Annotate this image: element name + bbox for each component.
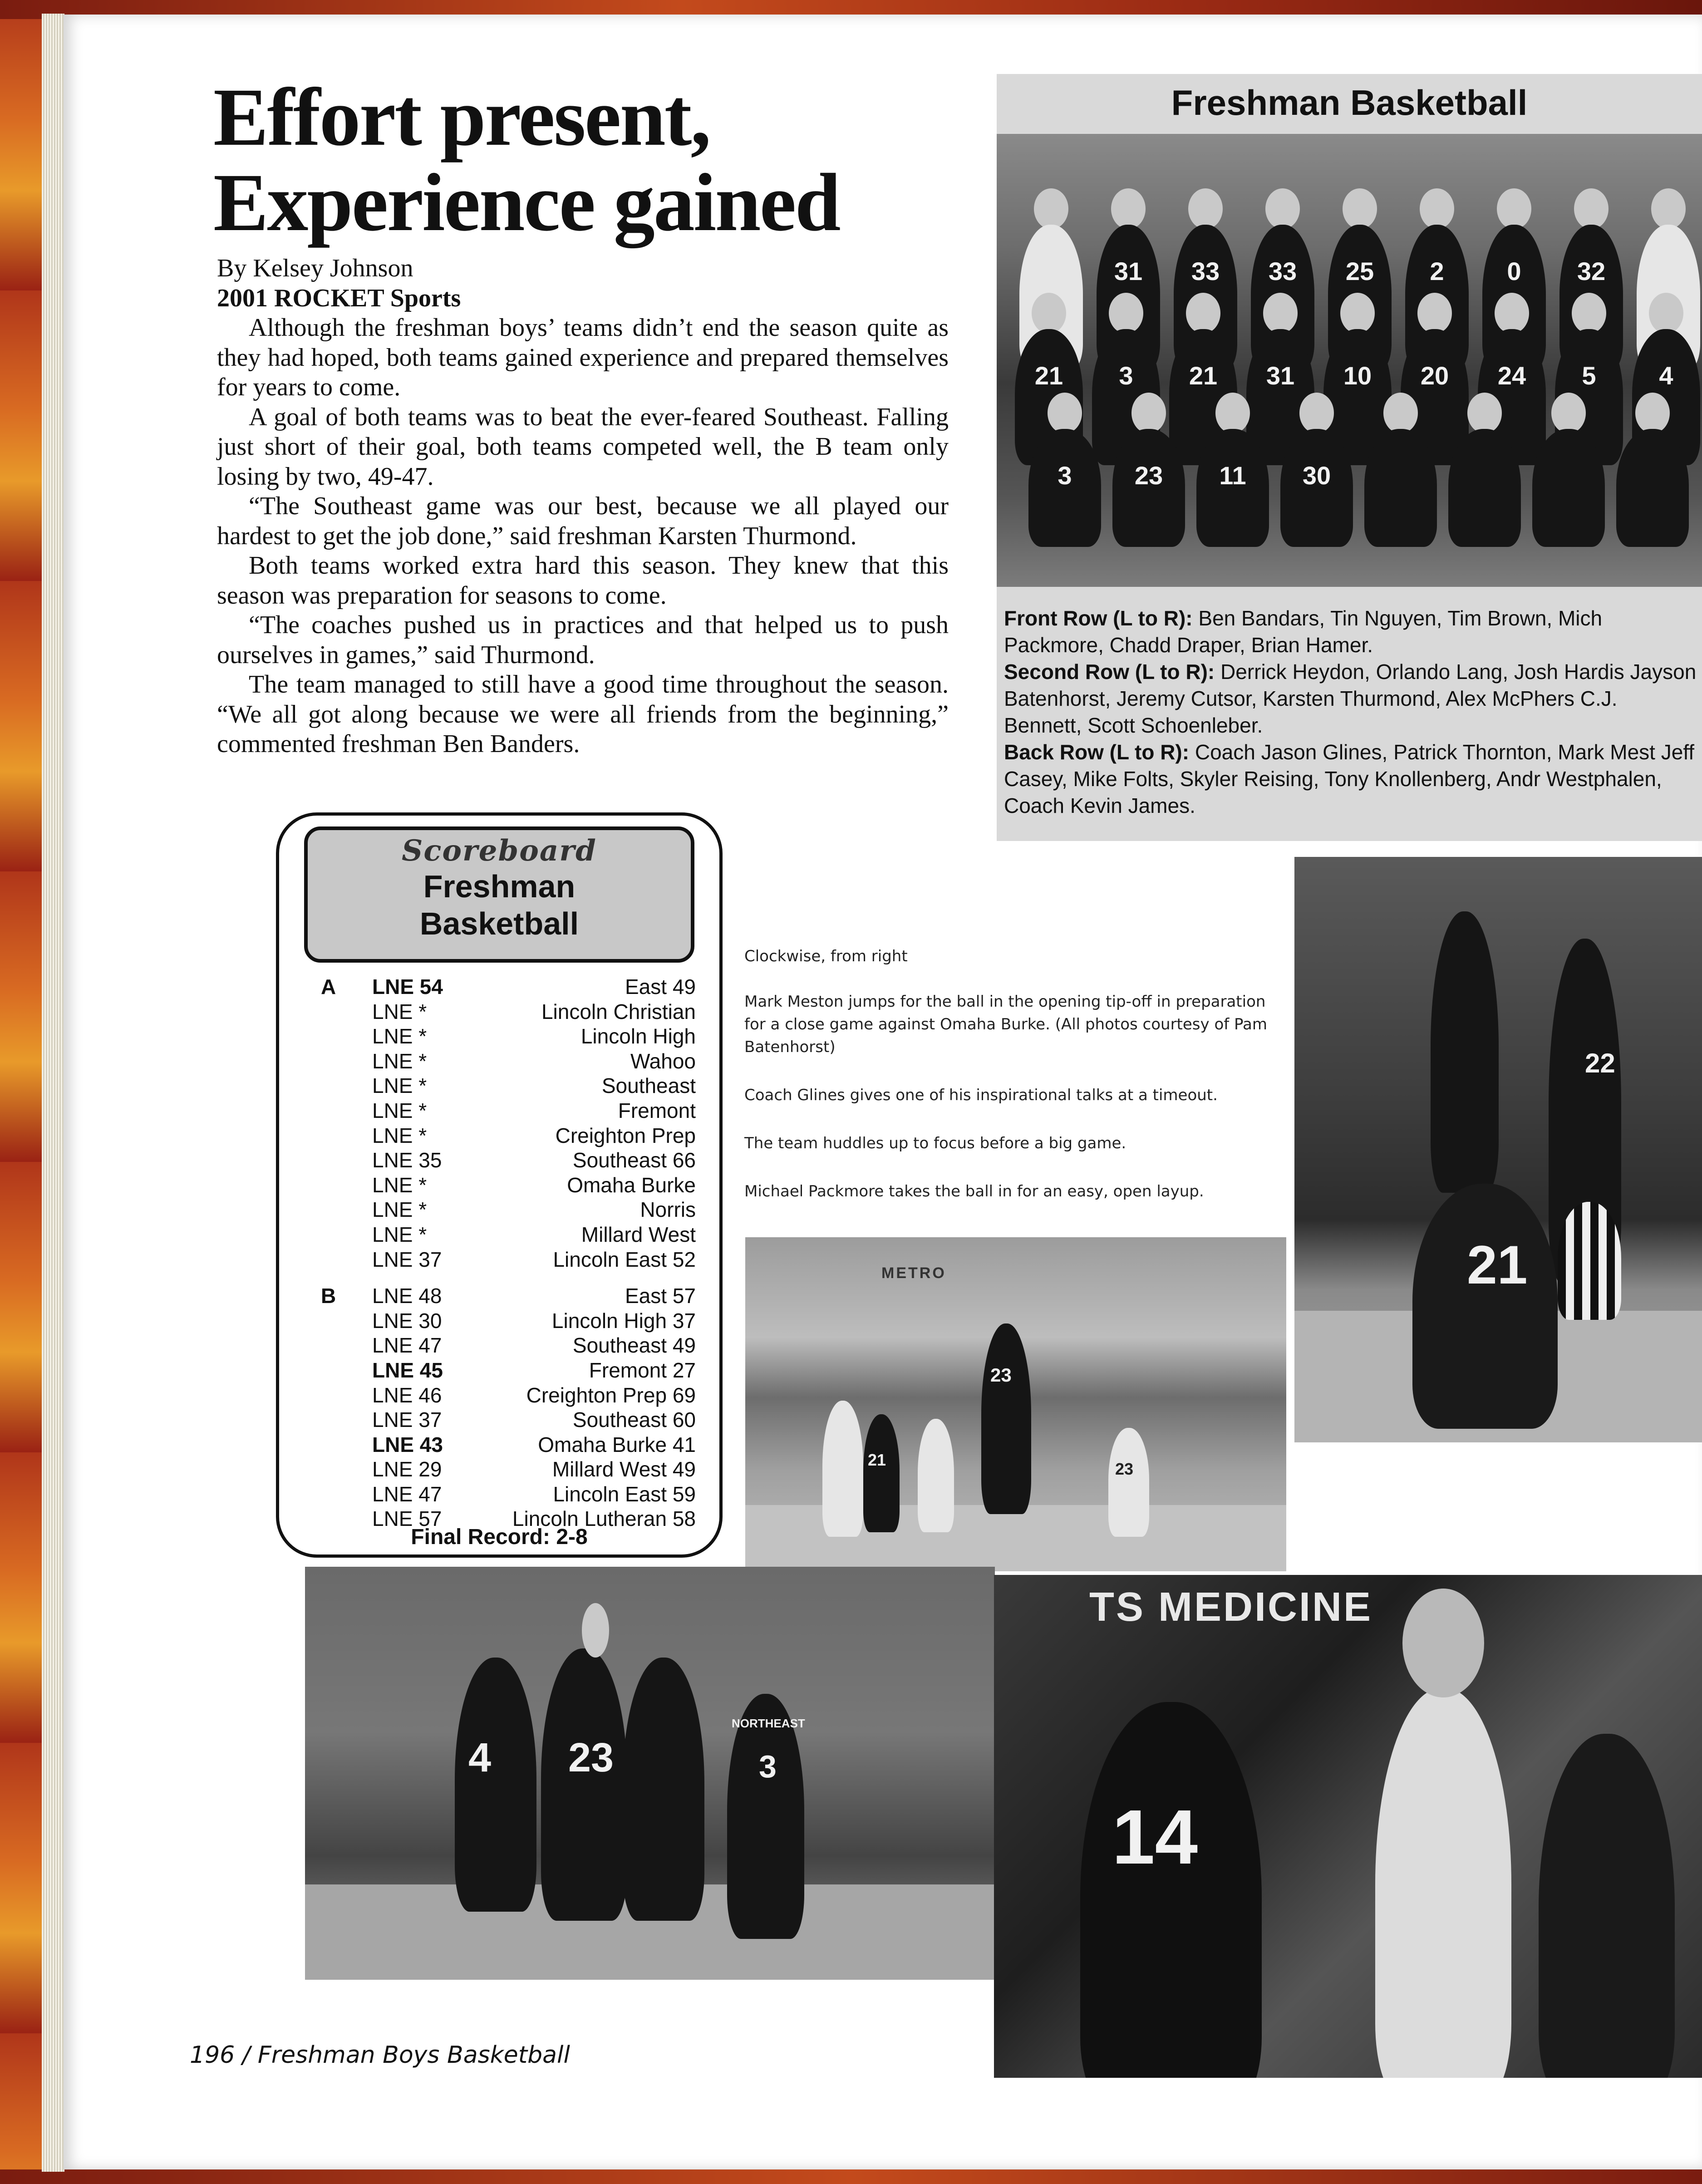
player-figure — [1412, 1184, 1558, 1429]
player-head — [1034, 188, 1068, 229]
player-head — [1048, 393, 1082, 433]
jersey-number: 20 — [1420, 361, 1449, 390]
gym-banner-text: METRO — [881, 1264, 946, 1282]
jersey-number: 3 — [1119, 361, 1133, 390]
lne-score: LNE 35 — [372, 1148, 442, 1172]
player-head — [1032, 293, 1066, 334]
player-figure — [541, 1648, 627, 1921]
lne-score: LNE 47 — [372, 1482, 442, 1506]
article-body — [217, 313, 949, 759]
lne-score: LNE 37 — [372, 1408, 442, 1432]
scoreboard-label: Scoreboard — [402, 834, 597, 868]
jersey-number: 23 — [990, 1364, 1012, 1386]
player-head — [1417, 293, 1452, 334]
team-photo-panel — [997, 74, 1702, 841]
jersey-number: 23 — [1115, 1460, 1134, 1478]
opponent-score: Norris — [640, 1198, 696, 1222]
player-head — [1343, 188, 1377, 229]
page-folio: 196 / Freshman Boys Basketball — [190, 2041, 570, 2069]
player-head — [1649, 293, 1683, 334]
lne-score: LNE * — [372, 1098, 427, 1122]
opponent-score: Lincoln High — [580, 1024, 696, 1048]
scoreboard-row — [279, 1358, 719, 1383]
opponent-score: Lincoln East 52 — [553, 1247, 696, 1271]
scoreboard-group-label: A — [321, 975, 336, 999]
scoreboard-row — [279, 1432, 719, 1457]
scoreboard-row — [279, 1098, 719, 1123]
lne-score: LNE * — [372, 1123, 427, 1147]
scoreboard-row — [279, 1247, 719, 1272]
scoreboard-row — [279, 1049, 719, 1074]
coach-figure — [1375, 1688, 1511, 2078]
scoreboard-results — [279, 974, 719, 1531]
player-figure — [918, 1419, 954, 1532]
front-row-names: Ben Bandars, Tin Nguyen, Tim Brown, Mich Packmore, Chadd Draper, Brian Hamer. — [1004, 606, 1603, 657]
player-head — [1186, 293, 1220, 334]
coach-head — [1402, 1589, 1484, 1697]
scoreboard-spacer — [279, 1272, 719, 1284]
lne-score: LNE * — [372, 1049, 427, 1073]
scoreboard-row — [279, 1383, 719, 1408]
caption-intro: Clockwise, from right — [744, 947, 908, 965]
scoreboard-row — [279, 1173, 719, 1198]
raised-hands — [582, 1603, 609, 1658]
scoreboard-row — [279, 1148, 719, 1173]
player-head — [1109, 293, 1143, 334]
scoreboard-row — [279, 1333, 719, 1358]
player-figure — [1616, 429, 1689, 547]
scoreboard-row — [279, 1407, 719, 1432]
byline-org: 2001 ROCKET Sports — [217, 284, 461, 312]
scoreboard-row — [279, 999, 719, 1024]
player-head — [1572, 293, 1606, 334]
caption-layup: Michael Packmore takes the ball in for an easy, open layup. — [744, 1182, 1204, 1200]
article-paragraph: A goal of both teams was to beat the ever-feared Southeast. Falling just short of their goal, both teams competed well, the B team only losing by two, 49-47. — [217, 403, 949, 491]
scoreboard-row — [279, 1123, 719, 1148]
player-figure — [623, 1658, 704, 1921]
lne-score: LNE * — [372, 999, 427, 1023]
player-figure — [822, 1401, 863, 1537]
lne-score: LNE 54 — [372, 975, 443, 999]
player-head — [1111, 188, 1146, 229]
final-record: Final Record: 2-8 — [411, 1525, 588, 1549]
player-head — [1495, 293, 1529, 334]
second-row-label: Second Row (L to R): — [1004, 660, 1215, 684]
player-figure — [455, 1658, 536, 1912]
headline — [213, 72, 1030, 248]
jersey-number: 3 — [1058, 461, 1072, 490]
referee-figure — [1558, 1202, 1621, 1320]
player-figure — [1364, 429, 1437, 547]
scoreboard-box — [276, 812, 723, 1558]
opponent-score: Lincoln East 59 — [553, 1482, 696, 1506]
jersey-number: 0 — [1507, 257, 1521, 285]
lne-score: LNE 30 — [372, 1308, 442, 1333]
lne-score: LNE 48 — [372, 1284, 442, 1308]
article-paragraph: Although the freshman boys’ teams didn’t end the season quite as they had hoped, both teams gained experience and prepared themselves for years to come. — [217, 314, 949, 401]
article-paragraph: Both teams worked extra hard this season. They knew that this season was preparation for seasons to come. — [217, 551, 949, 610]
article-paragraph: “The coaches pushed us in practices and that helped us to push ourselves in games,” said Thurmond. — [217, 611, 949, 669]
jersey-number: 10 — [1343, 361, 1372, 390]
player-figure — [727, 1694, 804, 1939]
player-figure — [863, 1414, 900, 1532]
opponent-score: Creighton Prep — [555, 1123, 696, 1147]
player-figure — [1431, 911, 1499, 1193]
jersey-number: 3 — [759, 1749, 777, 1784]
player-head — [1299, 393, 1334, 433]
lne-score: LNE 57 — [372, 1507, 442, 1531]
book-cover-bottom — [0, 2169, 1702, 2184]
scoreboard-header — [304, 826, 694, 963]
player-figure — [1448, 429, 1521, 547]
lne-score: LNE 45 — [372, 1358, 443, 1382]
back-row-label: Back Row (L to R): — [1004, 740, 1190, 764]
opponent-score: Lincoln Christian — [541, 999, 696, 1023]
opponent-score: Southeast — [601, 1074, 696, 1098]
jersey-number: 21 — [868, 1451, 886, 1469]
opponent-score: Fremont 27 — [589, 1358, 696, 1382]
lne-score: LNE * — [372, 1173, 427, 1197]
player-head — [1497, 188, 1531, 229]
player-head — [1188, 188, 1223, 229]
opponent-score: Wahoo — [630, 1049, 696, 1073]
scoreboard-group-label: B — [321, 1284, 336, 1308]
jersey-number: 30 — [1302, 461, 1331, 490]
jersey-number: 21 — [1189, 361, 1218, 390]
scoreboard-row — [279, 974, 719, 999]
lne-score: LNE 47 — [372, 1333, 442, 1358]
jersey-number: 31 — [1114, 257, 1143, 285]
opponent-score: Omaha Burke — [567, 1173, 696, 1197]
player-head — [1467, 393, 1502, 433]
article-paragraph: The team managed to still have a good time throughout the season. “We all got along because we were all friends from the beginning,” commented freshman Ben Banders. — [217, 670, 949, 758]
back-row-names: Coach Jason Glines, Patrick Thornton, Mark Mest Jeff Casey, Mike Folts, Skyler Reising, Tony Knollenberg, Andr Westphalen, Coach Kevin James. — [1004, 740, 1695, 817]
headline-line-2: Experience gained — [213, 157, 840, 248]
opponent-score: Millard West 49 — [552, 1457, 696, 1481]
opponent-score: East 57 — [625, 1284, 696, 1308]
jersey-text: NORTHEAST — [732, 1717, 805, 1730]
player-head — [1340, 293, 1375, 334]
lne-score: LNE 46 — [372, 1383, 442, 1407]
front-row-label: Front Row (L to R): — [1004, 606, 1193, 630]
scoreboard-title-line-1: Freshman — [423, 869, 576, 904]
opponent-score: East 49 — [625, 975, 696, 999]
article-paragraph: “The Southeast game was our best, because we all played our hardest to get the job done,” said freshman Karsten Thurmond. — [217, 492, 949, 550]
photo-layup — [745, 1237, 1286, 1571]
player-figure — [1108, 1428, 1149, 1537]
opponent-score: Southeast 49 — [572, 1333, 696, 1358]
caption-huddle: The team huddles up to focus before a big game. — [744, 1134, 1126, 1152]
team-photo — [997, 134, 1702, 587]
player-head — [1215, 393, 1250, 433]
player-head — [1131, 393, 1166, 433]
caption-jump: Mark Meston jumps for the ball in the opening tip-off in preparation for a close game against Omaha Burke. (All photos courtesy of Pam Batenhorst) — [744, 993, 1267, 1056]
jersey-number: 25 — [1345, 257, 1374, 285]
jersey-number: 11 — [1219, 461, 1246, 490]
jersey-number: 32 — [1577, 257, 1606, 285]
opponent-score: Omaha Burke 41 — [538, 1432, 696, 1456]
opponent-score: Southeast 66 — [572, 1148, 696, 1172]
photo-team-huddle — [305, 1567, 995, 1980]
opponent-score: Creighton Prep 69 — [526, 1383, 696, 1407]
lne-score: LNE * — [372, 1198, 427, 1222]
jersey-number: 22 — [1585, 1048, 1615, 1078]
byline-author: By Kelsey Johnson — [217, 254, 413, 282]
opponent-score: Millard West — [581, 1222, 696, 1246]
jersey-number: 23 — [568, 1735, 614, 1781]
scoreboard-row — [279, 1073, 719, 1098]
opponent-score: Lincoln Lutheran 58 — [512, 1507, 696, 1531]
player-head — [1383, 393, 1418, 433]
jersey-number: 33 — [1191, 257, 1220, 285]
jersey-number: 31 — [1266, 361, 1295, 390]
opponent-score: Southeast 60 — [572, 1408, 696, 1432]
jersey-number: 5 — [1582, 361, 1596, 390]
scoreboard-title-line-2: Basketball — [419, 906, 579, 941]
scoreboard-row — [279, 1222, 719, 1247]
gym-banner-text: TS MEDICINE — [1089, 1584, 1373, 1630]
caption-coach: Coach Glines gives one of his inspirational talks at a timeout. — [744, 1086, 1218, 1104]
jersey-number: 14 — [1112, 1794, 1198, 1880]
player-head — [1551, 393, 1586, 433]
opponent-score: Fremont — [618, 1098, 696, 1122]
jersey-number: 2 — [1430, 257, 1444, 285]
jersey-number: 23 — [1134, 461, 1163, 490]
jersey-number: 21 — [1034, 361, 1063, 390]
player-figure — [1080, 1702, 1262, 2078]
lne-score: LNE * — [372, 1074, 427, 1098]
jersey-number: 4 — [1659, 361, 1673, 390]
jersey-number: 33 — [1268, 257, 1297, 285]
scoreboard-row — [279, 1197, 719, 1222]
player-head — [1420, 188, 1454, 229]
scoreboard-row — [279, 1024, 719, 1049]
photo-jump-ball — [1294, 857, 1702, 1442]
scoreboard-row — [279, 1457, 719, 1482]
byline — [217, 253, 989, 313]
lne-score: LNE * — [372, 1222, 427, 1246]
photo-coach-timeout — [994, 1575, 1702, 2078]
player-head — [1635, 393, 1670, 433]
headline-line-1: Effort present, — [213, 72, 710, 163]
jersey-number: 21 — [1467, 1235, 1528, 1295]
lne-score: LNE * — [372, 1024, 427, 1048]
scoreboard-row — [279, 1308, 719, 1333]
scoreboard-row — [279, 1284, 719, 1308]
lne-score: LNE 37 — [372, 1247, 442, 1271]
scoreboard-row — [279, 1482, 719, 1507]
player-figure — [1532, 429, 1605, 547]
page-stack-edges — [42, 14, 64, 2172]
second-row-names: Derrick Heydon, Orlando Lang, Josh Hardis Jayson Batenhorst, Jeremy Cutsor, Karsten Thurmond, Alex McPhers C.J. Bennett, Scott Schoenleber. — [1004, 660, 1697, 737]
lne-score: LNE 29 — [372, 1457, 442, 1481]
team-panel-title: Freshman Basketball — [1171, 83, 1528, 123]
player-head — [1265, 188, 1300, 229]
team-roster-caption — [1004, 605, 1700, 819]
player-head — [1651, 188, 1686, 229]
lne-score: LNE 43 — [372, 1432, 443, 1456]
jersey-number: 24 — [1497, 361, 1526, 390]
player-figure — [981, 1323, 1031, 1514]
opponent-score: Lincoln High 37 — [551, 1308, 696, 1333]
player-head — [1263, 293, 1298, 334]
photo-captions — [744, 945, 1289, 1228]
player-head — [1574, 188, 1609, 229]
player-figure — [1539, 1734, 1675, 2078]
jersey-number: 4 — [468, 1735, 492, 1781]
